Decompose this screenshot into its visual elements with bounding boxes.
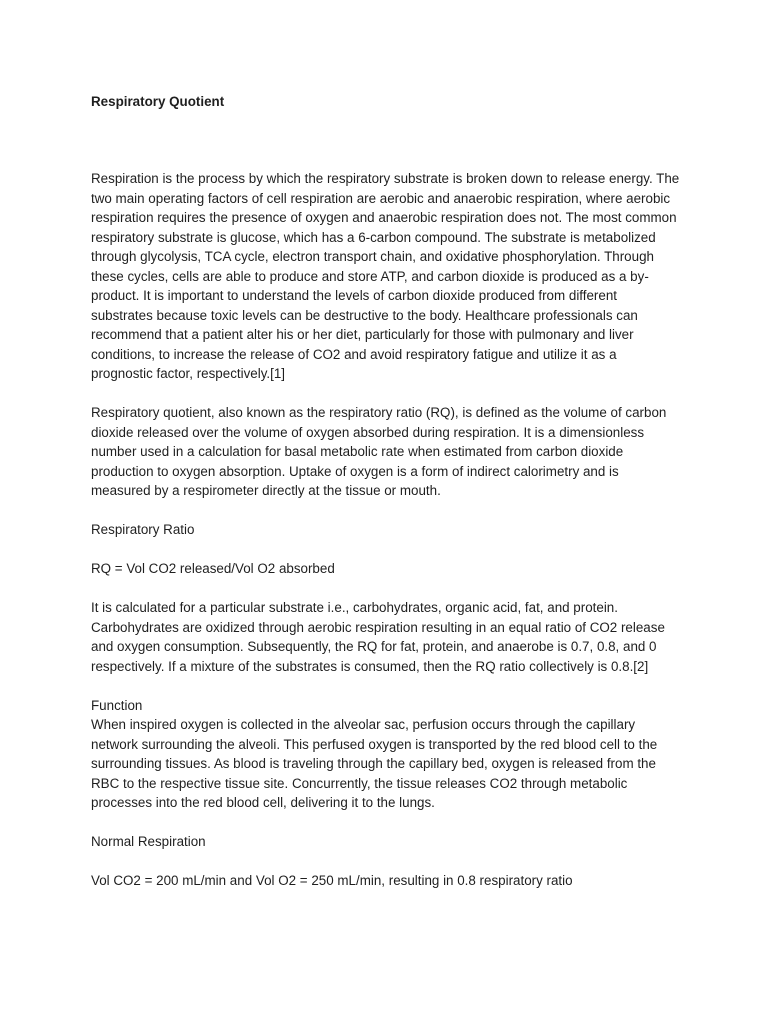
document-body [91,169,681,910]
paragraph-substrate-calculation: It is calculated for a particular substrate i.e., carbohydrates, organic acid, fat, and protein. Carbohydrates are oxidized through aerobic respiration resulting in an equal ratio of CO2 release and oxygen consumption. Subsequently, the RQ for fat, protein, and anaerobe is 0.7, 0.8, and 0 respectively. If a mixture of the substrates is consumed, then the RQ ratio collectively is 0.8.[2] [91,600,665,674]
paragraph-introduction: Respiration is the process by which the respiratory substrate is broken down to release energy. The two main operating factors of cell respiration are aerobic and anaerobic respiration, where aerobic respiration requires the presence of oxygen and anaerobic respiration does not. The most common respiratory substrate is glucose, which has a 6-carbon compound. The substrate is metabolized through glycolysis, TCA cycle, electron transport chain, and oxidative phosphorylation. Through these cycles, cells are able to produce and store ATP, and carbon dioxide is produced as a by-product. It is important to understand the levels of carbon dioxide produced from different substrates because toxic levels can be destructive to the body. Healthcare professionals can recommend that a patient alter his or her diet, particularly for those with pulmonary and liver conditions, to increase the release of CO2 and avoid respiratory fatigue and utilize it as a prognostic factor, respectively.[1] [91,171,680,381]
document-title: Respiratory Quotient [91,94,225,109]
paragraph-rq-definition: Respiratory quotient, also known as the respiratory ratio (RQ), is defined as the volume of carbon dioxide released over the volume of oxygen absorbed during respiration. It is a dimensionless number used in a calculation for basal metabolic rate when estimated from carbon dioxide production to oxygen absorption. Uptake of oxygen is a form of indirect calorimetry and is measured by a respirometer directly at the tissue or mouth. [91,405,667,498]
heading-normal-respiration: Normal Respiration [91,834,206,849]
paragraph-function: When inspired oxygen is collected in the alveolar sac, perfusion occurs through the capillary network surrounding the alveoli. This perfused oxygen is transported by the red blood cell to the surrounding tissues. As blood is traveling through the capillary bed, oxygen is released from the RBC to the respective tissue site. Concurrently, the tissue releases CO2 through metabolic processes into the red blood cell, delivering it to the lungs. [91,717,658,810]
formula-normal-respiration: Vol CO2 = 200 mL/min and Vol O2 = 250 mL/min, resulting in 0.8 respiratory ratio [91,873,573,888]
heading-function: Function [91,697,143,713]
formula-rq: RQ = Vol CO2 released/Vol O2 absorbed [91,561,335,576]
heading-respiratory-ratio: Respiratory Ratio [91,522,195,537]
